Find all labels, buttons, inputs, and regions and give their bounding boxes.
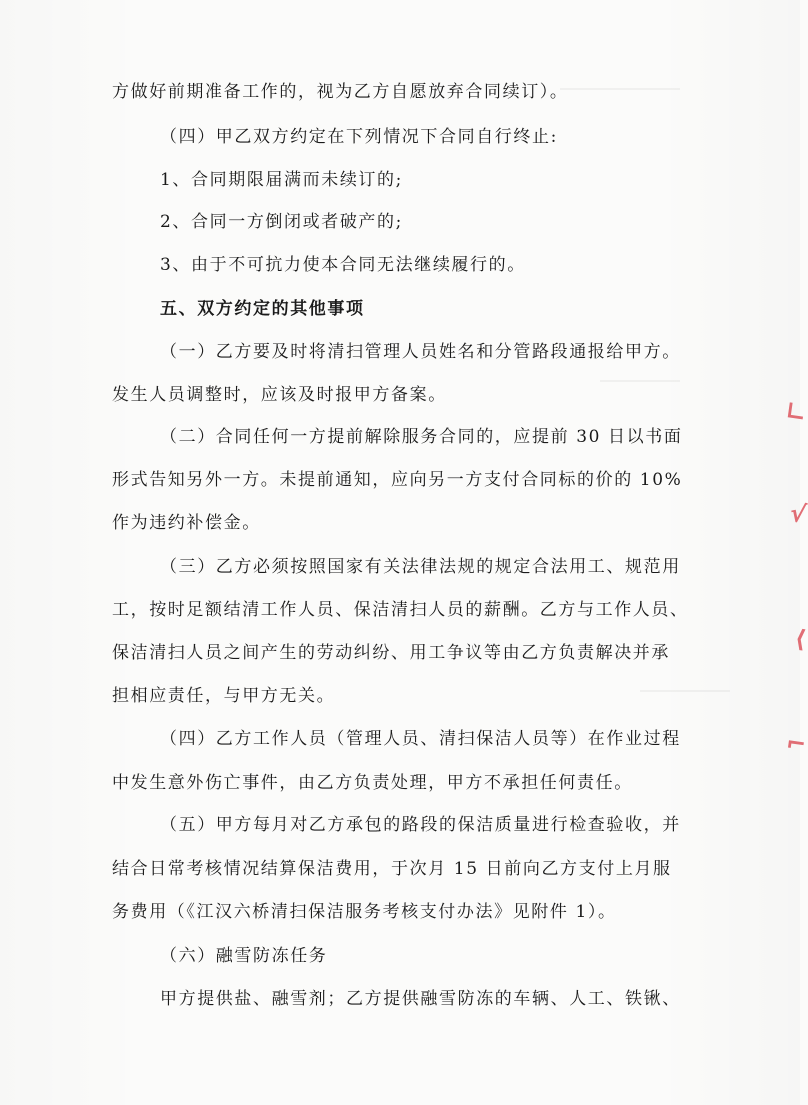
bleed-through-mark: [560, 88, 680, 90]
text-line: （六）融雪防冻任务: [160, 946, 328, 966]
text-line: （三）乙方必须按照国家有关法律法规的规定合法用工、规范用: [160, 557, 681, 577]
seal-fragment-icon: ⟨: [793, 624, 808, 654]
text-line: （四）甲乙双方约定在下列情况下合同自行终止:: [160, 127, 558, 147]
text-line: 务费用（《江汉六桥清扫保洁服务考核支付办法》见附件 1）。: [112, 902, 617, 922]
seal-fragment-icon: √: [788, 499, 808, 529]
text-line: 甲方提供盐、融雪剂；乙方提供融雪防冻的车辆、人工、铁锹、: [160, 989, 681, 1009]
text-line: 2、合同一方倒闭或者破产的;: [160, 212, 403, 232]
seal-fragment-icon: ⌐: [784, 728, 808, 760]
bleed-through-mark: [640, 690, 730, 692]
text-line: （二）合同任何一方提前解除服务合同的，应提前 30 日以书面: [160, 427, 683, 447]
section-heading: 五、双方约定的其他事项: [160, 299, 365, 319]
text-line: （五）甲方每月对乙方承包的路段的保洁质量进行检查验收，并: [160, 815, 681, 835]
text-line: 结合日常考核情况结算保洁费用，于次月 15 日前向乙方支付上月服: [112, 859, 672, 879]
text-line: 工，按时足额结清工作人员、保洁清扫人员的薪酬。乙方与工作人员、: [112, 600, 689, 620]
text-line: 保洁清扫人员之间产生的劳动纠纷、用工争议等由乙方负责解决并承: [112, 643, 670, 663]
text-line: 中发生意外伤亡事件，由乙方负责处理，甲方不承担任何责任。: [112, 773, 633, 793]
bleed-through-mark: [600, 380, 680, 382]
seal-fragment-icon: ∟: [784, 396, 808, 428]
text-line: 形式告知另外一方。未提前通知，应向另一方支付合同标的价的 10%: [112, 470, 683, 490]
text-line: （四）乙方工作人员（管理人员、清扫保洁人员等）在作业过程: [160, 729, 681, 749]
text-line: 3、由于不可抗力使本合同无法继续履行的。: [160, 255, 526, 275]
text-line: 1、合同期限届满而未续订的;: [160, 170, 403, 190]
text-line: 发生人员调整时，应该及时报甲方备案。: [112, 385, 447, 405]
text-line: 担相应责任，与甲方无关。: [112, 686, 336, 706]
text-line: （一）乙方要及时将清扫管理人员姓名和分管路段通报给甲方。: [160, 342, 681, 362]
text-line: 作为违约补偿金。: [112, 513, 261, 533]
text-line: 方做好前期准备工作的，视为乙方自愿放弃合同续订）。: [112, 82, 569, 102]
